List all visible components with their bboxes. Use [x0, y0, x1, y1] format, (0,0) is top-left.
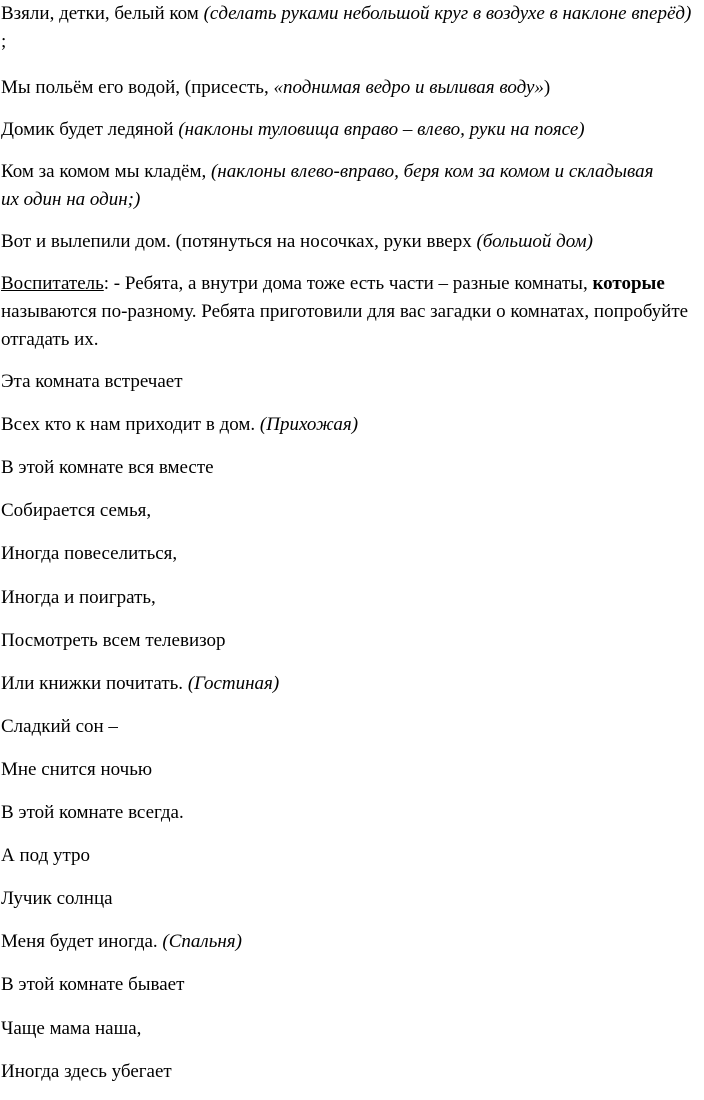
paragraph-1-tail: ;: [1, 31, 7, 52]
riddle-line: [1, 885, 701, 913]
riddle-line: [1, 928, 701, 956]
riddle-line: [1, 368, 701, 396]
paragraph-6-text-1: : - Ребята, а внутри дома тоже есть части – разные комнаты,: [103, 273, 593, 294]
paragraph-1-text: Взяли, детки, белый ком: [1, 3, 204, 24]
riddle-line: [1, 627, 701, 655]
riddle-line-text: Эта комната встречает: [1, 371, 183, 392]
riddle-line-text: В этой комнате вся вместе: [1, 457, 214, 478]
paragraph-5-italic: (большой дом): [476, 231, 594, 252]
riddle-line-text: В этой комнате бывает: [1, 974, 185, 995]
paragraph-2: [1, 74, 701, 102]
riddle-answer: (Прихожая): [259, 414, 359, 435]
riddle-answer: (Спальня): [162, 931, 242, 952]
paragraph-3: [1, 116, 701, 144]
paragraph-1-italic: (сделать руками небольшой круг в воздухе в наклоне вперёд): [203, 3, 692, 24]
riddle-line: [1, 756, 701, 784]
paragraph-3-text: Домик будет ледяной: [1, 119, 179, 140]
riddle-line: [1, 799, 701, 827]
riddle-line-text: Мне снится ночью: [1, 759, 153, 780]
riddle-line-text: Иногда и поиграть,: [1, 587, 156, 608]
riddle-answer: (Гостиная): [187, 673, 280, 694]
riddle-line-text: Иногда здесь убегает: [1, 1061, 172, 1082]
paragraph-6-bold: которые: [592, 273, 665, 294]
paragraph-4: [1, 158, 661, 214]
riddle-line: [1, 411, 701, 439]
riddle-line: [1, 971, 701, 999]
paragraph-5: [1, 228, 701, 256]
riddle-line-text: Собирается семья,: [1, 500, 152, 521]
paragraph-5-text: Вот и вылепили дом. (потянуться на носочках, руки вверх: [1, 231, 477, 252]
speaker-label: Воспитатель: [1, 273, 104, 294]
paragraph-2-text: Мы польём его водой, (присесть,: [1, 77, 274, 98]
riddle-line: [1, 584, 701, 612]
riddle-line-text: В этой комнате всегда.: [1, 802, 184, 823]
paragraph-2-italic: «поднимая ведро и выливая воду»: [273, 77, 544, 98]
paragraph-1: [1, 0, 701, 56]
riddle-line: [1, 842, 701, 870]
paragraph-6-text-2: называются по-разному. Ребята приготовили для вас загадки о комнатах, попробуйте отгадать их.: [1, 301, 689, 350]
riddle-line-text: Чаще мама наша,: [1, 1018, 142, 1039]
paragraph-6: [1, 270, 691, 354]
riddle-line-text: Посмотреть всем телевизор: [1, 630, 226, 651]
paragraph-2-tail: ): [543, 77, 551, 98]
riddle-line-text: Или книжки почитать.: [1, 673, 188, 694]
riddle-line: [1, 1058, 701, 1086]
paragraph-4-italic: (наклоны влево-вправо, беря ком за комом и складывая их один на один;): [1, 161, 654, 210]
riddle-line-text: Всех кто к нам приходит в дом.: [1, 414, 260, 435]
riddle-line: [1, 540, 701, 568]
paragraph-3-italic: (наклоны туловища вправо – влево, руки на поясе): [178, 119, 585, 140]
riddle-line-text: Меня будет иногда.: [1, 931, 163, 952]
riddle-line-text: А под утро: [1, 845, 91, 866]
riddle-line: [1, 497, 701, 525]
riddle-line-text: Лучик солнца: [1, 888, 113, 909]
riddle-line: [1, 713, 701, 741]
riddle-line-text: Иногда повеселиться,: [1, 543, 178, 564]
riddle-line: [1, 670, 701, 698]
riddle-line: [1, 1015, 701, 1043]
riddle-line-text: Сладкий сон –: [1, 716, 118, 737]
riddle-line: [1, 454, 701, 482]
paragraph-4-text: Ком за комом мы кладём,: [1, 161, 211, 182]
